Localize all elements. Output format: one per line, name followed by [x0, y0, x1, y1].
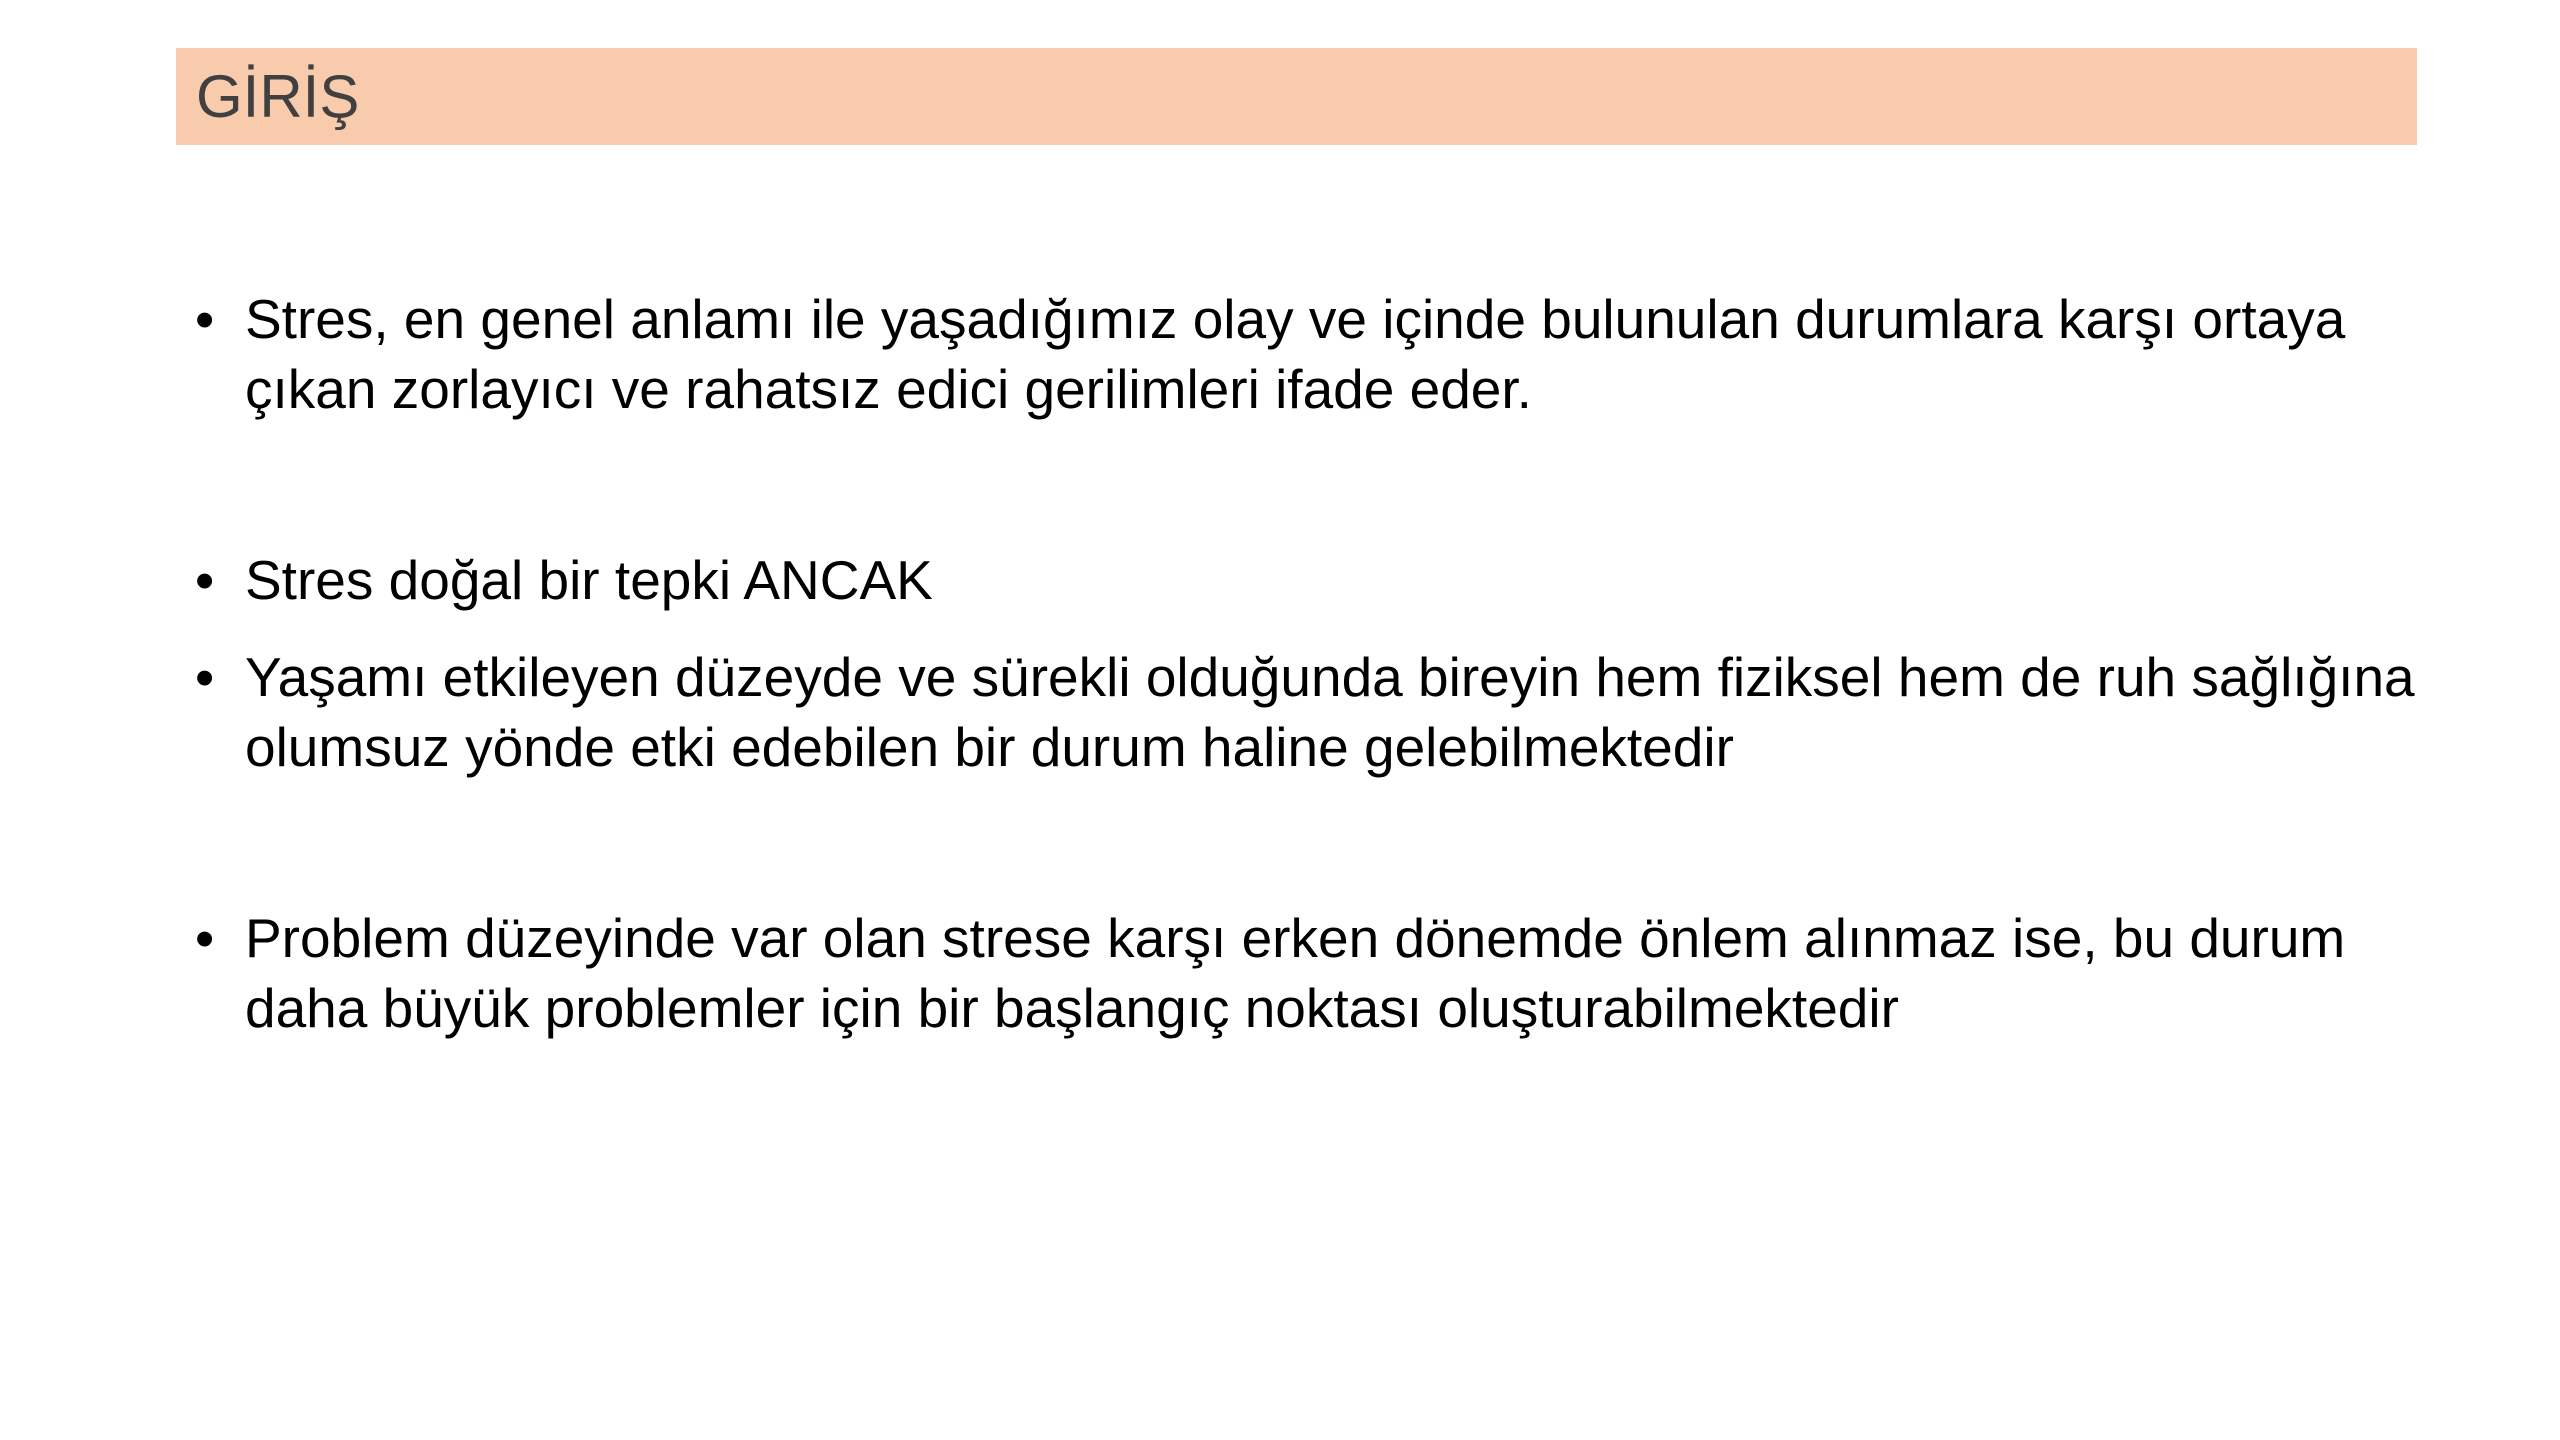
bullet-text: Problem düzeyinde var olan strese karşı erken dönemde önlem alınmaz ise, bu durum daha büyük problemler için bir başlangıç noktası oluşturabilmektedir — [245, 907, 2346, 1039]
bullet-item — [195, 903, 2415, 1043]
bullet-text: Stres, en genel anlamı ile yaşadığımız olay ve içinde bulunulan durumlara karşı ortaya çıkan zorlayıcı ve rahatsız edici gerilimleri ifade eder. — [245, 288, 2346, 420]
slide-title: GİRİŞ — [196, 62, 360, 130]
bullet-item — [195, 545, 2415, 615]
bullet-icon: • — [195, 646, 215, 708]
bullet-icon: • — [195, 288, 215, 350]
bullet-icon: • — [195, 549, 215, 611]
bullet-text: Yaşamı etkileyen düzeyde ve sürekli olduğunda bireyin hem fiziksel hem de ruh sağlığına olumsuz yönde etki edebilen bir durum haline gelebilmektedir — [245, 646, 2415, 778]
bullet-icon: • — [195, 907, 215, 969]
bullet-item — [195, 642, 2415, 782]
bullet-list — [195, 284, 2415, 1043]
title-bar — [176, 48, 2417, 145]
bullet-item — [195, 284, 2415, 424]
bullet-text: Stres doğal bir tepki ANCAK — [245, 549, 933, 611]
